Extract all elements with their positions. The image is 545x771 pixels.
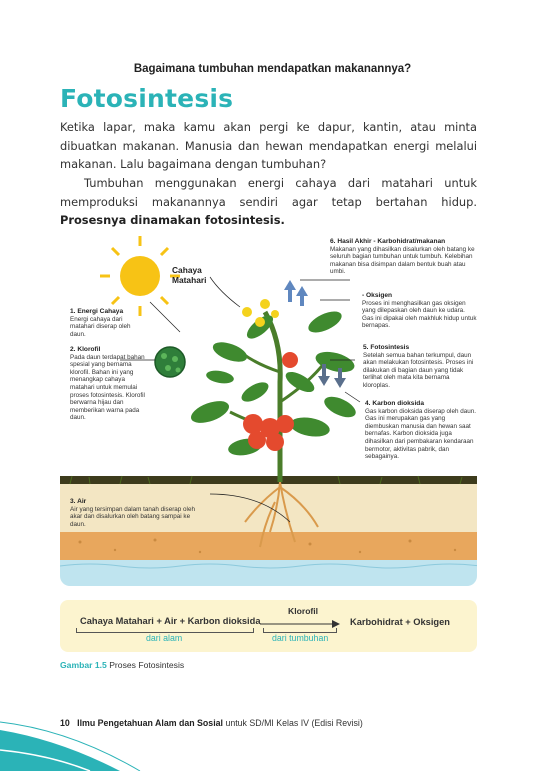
page-number: 10 — [60, 718, 70, 728]
reactants-source: dari alam — [146, 633, 183, 643]
photosynthesis-illustration — [60, 232, 477, 586]
chlorophyll-magnifier — [155, 347, 185, 377]
reaction-arrow-icon — [260, 620, 340, 628]
decorative-wave — [0, 700, 160, 771]
equation-catalyst: Klorofil — [288, 606, 319, 616]
tomato-fruits — [243, 352, 298, 451]
page-title: Fotosintesis — [60, 84, 234, 113]
figure-caption — [60, 660, 184, 670]
catalyst-source: dari tumbuhan — [272, 633, 329, 643]
annotation-water: 3. Air Air yang tersimpan dalam tanah diserap oleh akar dan disalurkan oleh batang sampai ke daun. — [70, 498, 195, 528]
caption-number: Gambar 1.5 — [60, 660, 107, 670]
sun-icon — [100, 236, 180, 316]
caption-text: Proses Fotosintesis — [109, 660, 185, 670]
sun-label: Cahaya Matahari — [172, 265, 207, 285]
equation-products: Karbohidrat + Oksigen — [350, 617, 450, 627]
book-title: Ilmu Pengetahuan Alam dan Sosial — [77, 718, 223, 728]
equation-reactants: Cahaya Matahari + Air + Karbon dioksida — [80, 616, 261, 626]
subsoil-layer — [60, 532, 477, 560]
plant-stem — [265, 312, 280, 482]
groundwater-layer — [60, 560, 477, 586]
intro-paragraph: Ketika lapar, maka kamu akan pergi ke dapur, kantin, atau minta dibuatkan makanan. Manusia dan hewan mendapatkan energi melalui makanan. Lalu bagaimana dengan tumbuhan? — [60, 120, 477, 171]
annotation-light-energy: 1. Energi Cahaya Energi cahaya dari matahari diserap oleh daun. — [70, 308, 131, 338]
section-question: Bagaimana tumbuhan mendapatkan makanannya? — [133, 63, 412, 75]
annotation-oxygen: - Oksigen Proses ini menghasilkan gas oksigen yang dilepaskan oleh daun ke udara. Gas ini dipakai oleh makhluk hidup untuk bernapas. — [362, 292, 477, 330]
annotation-chlorophyll: 2. Klorofil Pada daun terdapat bahan spesial yang bernama klorofil. Bahan ini yang menangkap cahaya matahari untuk memulai proses fotosintesis. Klorofil berwarna hijau dan memberikan warna pada daun. — [70, 346, 145, 422]
page-footer — [60, 718, 363, 728]
definition-emphasis: Prosesnya dinamakan fotosintesis. — [60, 213, 285, 227]
book-subtitle: untuk SD/MI Kelas IV (Edisi Revisi) — [225, 718, 363, 728]
oxygen-arrows-icon — [284, 280, 308, 306]
definition-text: Tumbuhan menggunakan energi cahaya dari matahari untuk memproduksi makanannya sendiri agar tetap bertahan hidup. — [60, 176, 477, 209]
annotation-carbohydrate: 6. Hasil Akhir - Karbohidrat/makanan Makanan yang dihasilkan disalurkan oleh batang ke seluruh bagian tumbuhan untuk tumbuh. Kelebihan makanan bisa disimpan dalam bentuk buah atau umbi. — [330, 238, 475, 276]
photosynthesis-equation — [60, 600, 477, 652]
definition-paragraph — [60, 174, 477, 230]
plant-flowers — [242, 299, 279, 327]
annotation-carbon-dioxide: 4. Karbon dioksida Gas karbon dioksida diserap oleh daun. Gas ini merupakan gas yang diembuskan manusia dan hewan saat bernafas. Karbon dioksida juga dihasilkan dari pembakaran kendaraan bermotor, aktivitas pabrik, dan sebagainya. — [365, 400, 476, 461]
annotation-photosynthesis: 5. Fotosintesis Setelah semua bahan terkumpul, daun akan melakukan fotosintesis. Proses ini dilakukan di bagian daun yang tidak terlihat oleh mata kita bernama kloroplas. — [363, 344, 474, 389]
